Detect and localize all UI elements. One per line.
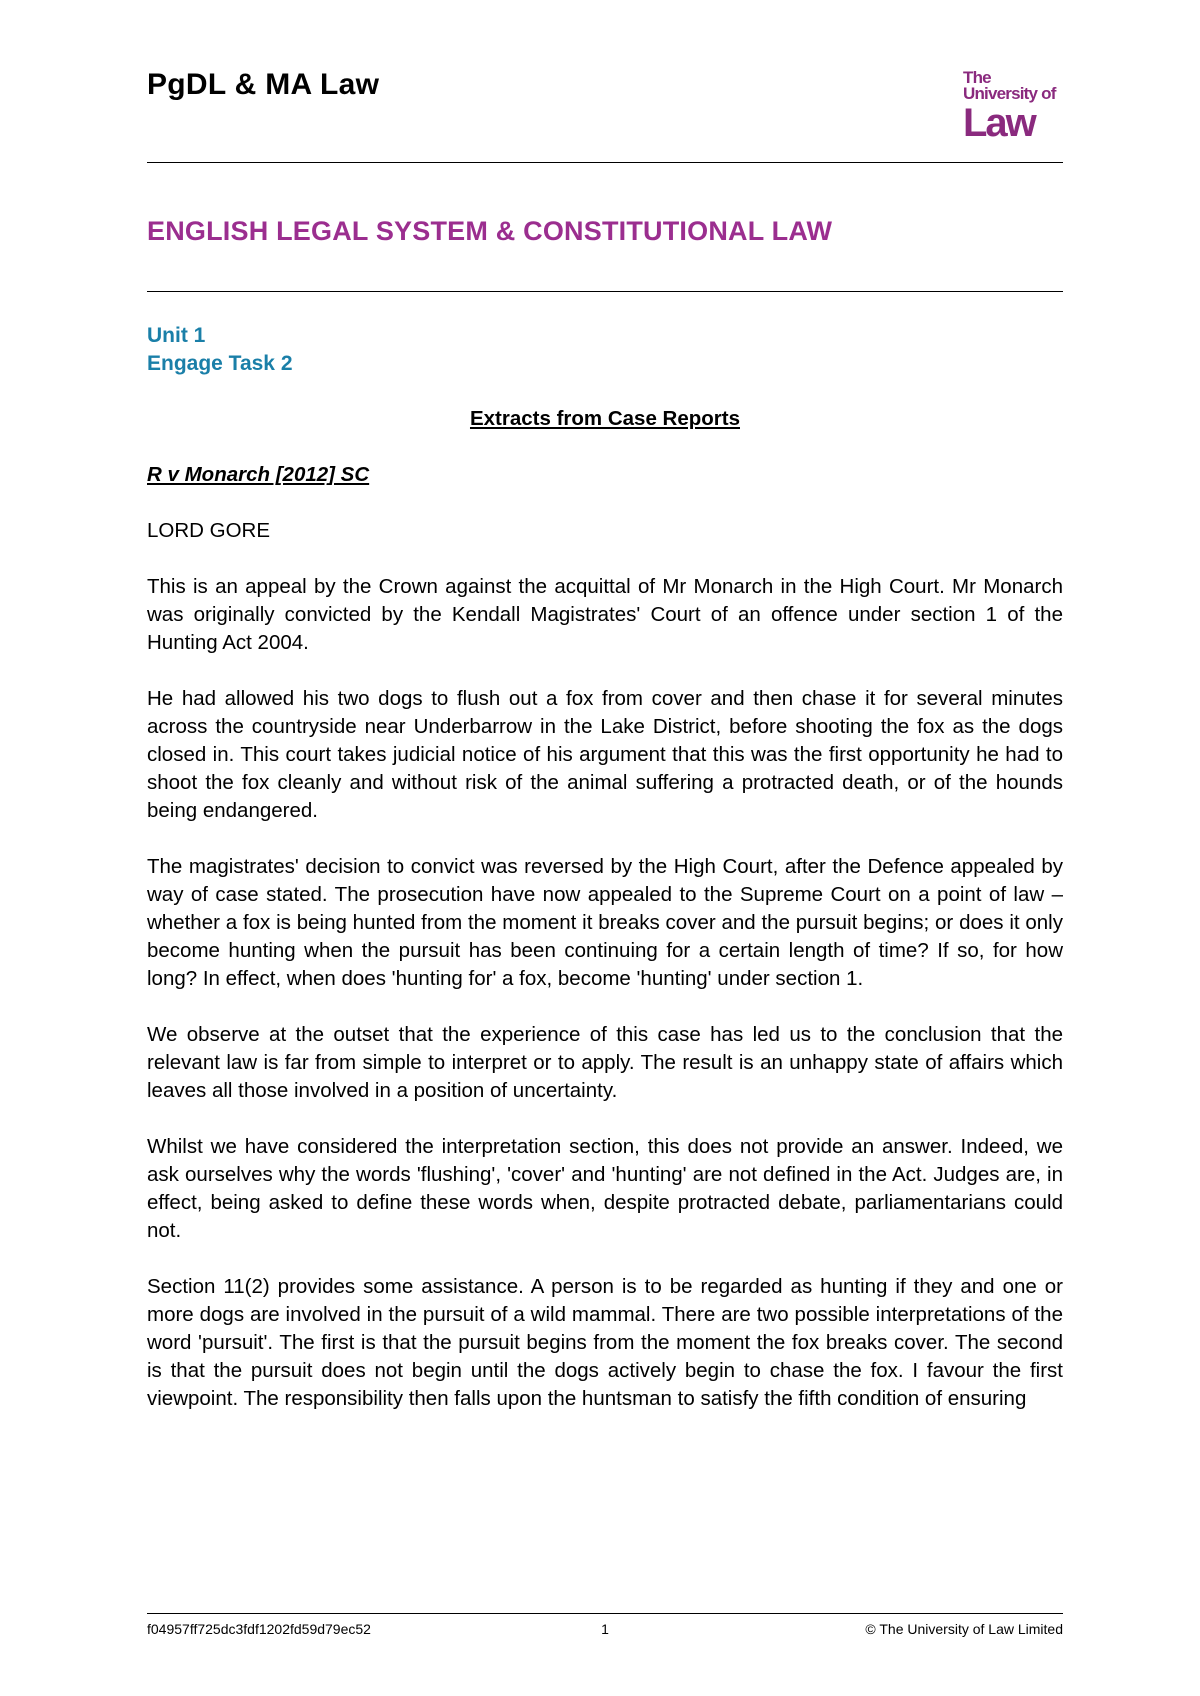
document-id: f04957ff725dc3fdf1202fd59d79ec52: [147, 1621, 371, 1637]
paragraph: The magistrates' decision to convict was reversed by the High Court, after the Defence appealed by way of case stated. The prosecution have now appealed to the Supreme Court on a point of law – whether a fox is being hunted from the moment it breaks cover and the pursuit begins; or does it only become hunting when the pursuit has been continuing for a certain length of time? If so, for how long? In effect, when does 'hunting for' a fox, become 'hunting' under section 1.: [147, 855, 1063, 990]
logo-line-university: University of: [963, 84, 1056, 103]
logo-line-the: The: [963, 68, 991, 87]
unit-block: [147, 322, 293, 378]
page-number: 1: [601, 1621, 609, 1637]
title-divider: [147, 291, 1063, 292]
header-divider: [147, 162, 1063, 163]
document-page: [147, 0, 1063, 1696]
paragraph: Section 11(2) provides some assistance. A person is to be regarded as hunting if they and one or more dogs are involved in the pursuit of a wild mammal. There are two possible interpretations of the word 'pursuit'. The first is that the pursuit begins from the moment the fox breaks cover. The second is that the pursuit does not begin until the dogs actively begin to chase the fox. I favour the first viewpoint. The responsibility then falls upon the huntsman to satisfy the fifth condition of ensuring: [147, 1275, 1063, 1410]
course-title: ENGLISH LEGAL SYSTEM & CONSTITUTIONAL LAW: [147, 216, 833, 246]
paragraph: We observe at the outset that the experience of this case has led us to the conclusion that the relevant law is far from simple to interpret or to apply. The result is an unhappy state of affairs which leaves all those involved in a position of uncertainty.: [147, 1023, 1063, 1102]
copyright: © The University of Law Limited: [865, 1621, 1063, 1637]
header-title: PgDL & MA Law: [147, 68, 380, 101]
document-body: [147, 405, 1063, 1441]
footer-divider: [147, 1613, 1063, 1614]
task-label: Engage Task 2: [147, 352, 293, 375]
case-title: R v Monarch [2012] SC: [147, 463, 370, 486]
judge-name: LORD GORE: [147, 519, 271, 542]
footer: [147, 1621, 1063, 1637]
unit-label: Unit 1: [147, 324, 206, 347]
paragraph: Whilst we have considered the interpretation section, this does not provide an answer. Indeed, we ask ourselves why the words 'flushing', 'cover' and 'hunting' are not defined in the Act. Judges are, in effect, being asked to define these words when, despite protracted debate, parliamentarians could not.: [147, 1135, 1063, 1242]
paragraph: He had allowed his two dogs to flush out a fox from cover and then chase it for several minutes across the countryside near Underbarrow in the Lake District, before shooting the fox as the dogs closed in. This court takes judicial notice of his argument that this was the first opportunity he had to shoot the fox cleanly and without risk of the animal suffering a protracted death, or of the hounds being endangered.: [147, 687, 1063, 822]
section-heading: Extracts from Case Reports: [469, 407, 740, 430]
logo-line-law: Law: [963, 101, 1035, 145]
university-logo: [963, 68, 1059, 145]
paragraph: This is an appeal by the Crown against the acquittal of Mr Monarch in the High Court. Mr Monarch was originally convicted by the Kendall Magistrates' Court of an offence under section 1 of the Hunting Act 2004.: [147, 575, 1063, 654]
